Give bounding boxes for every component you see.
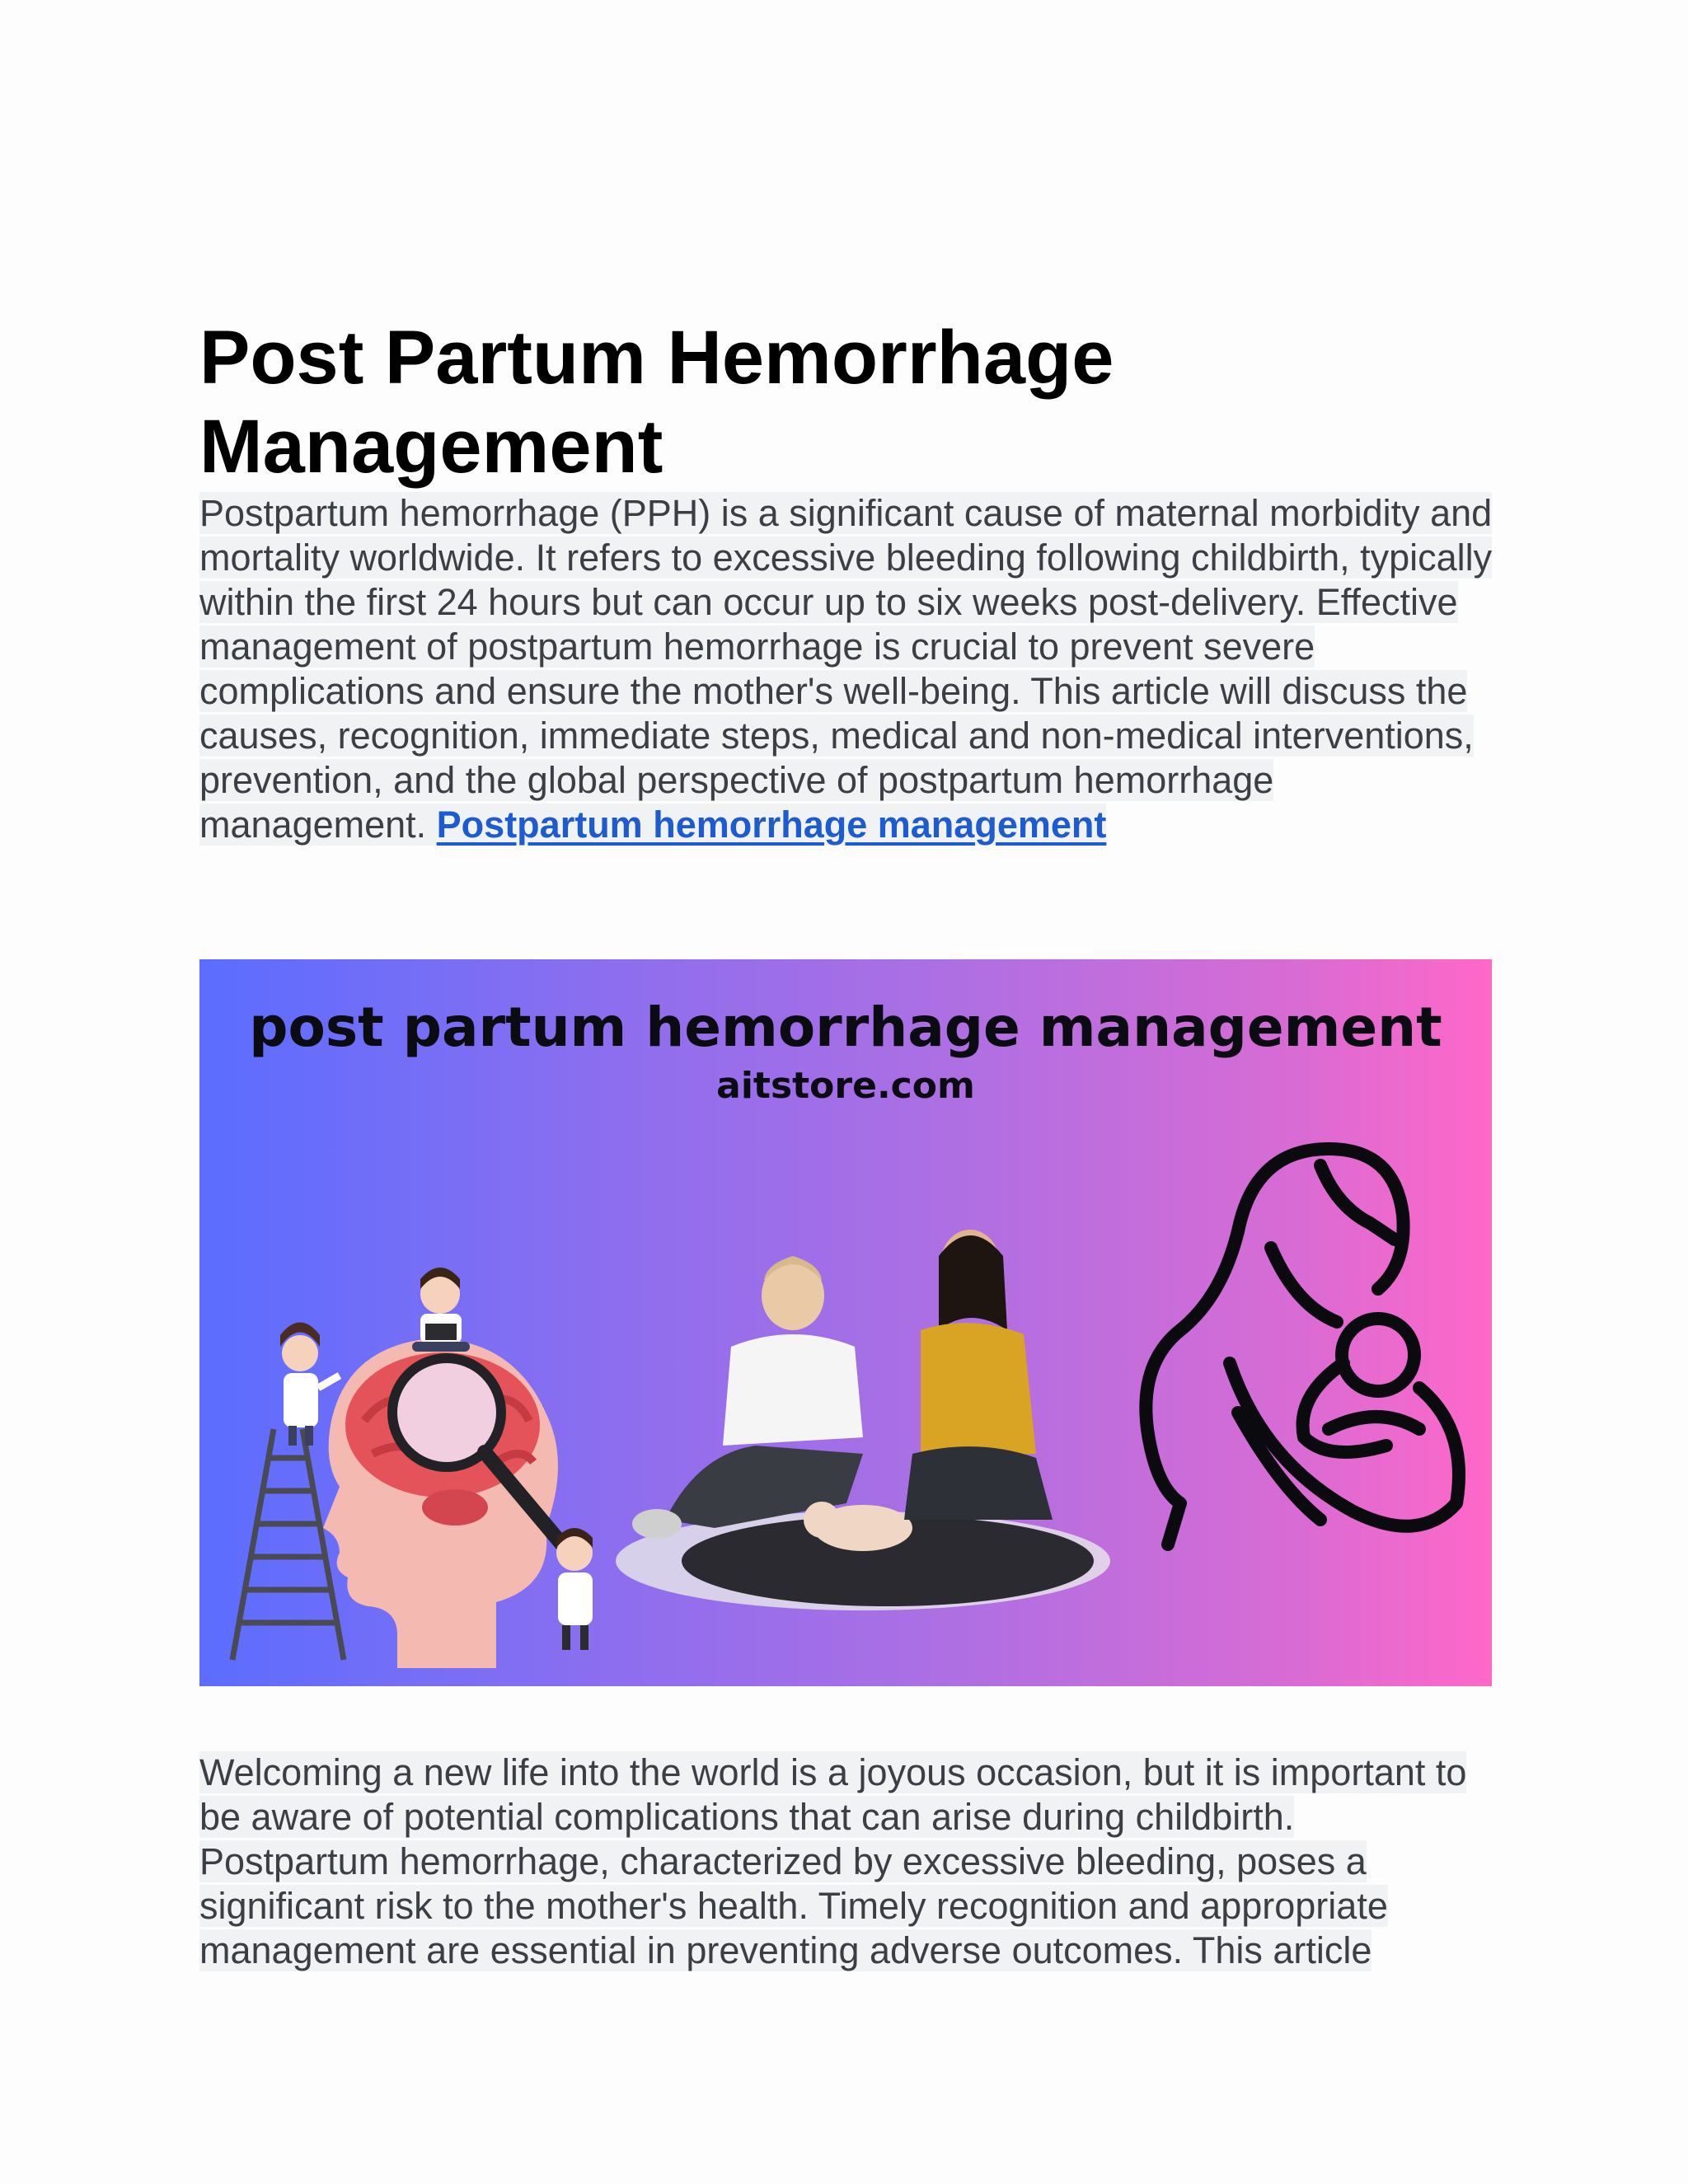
nurse-figure xyxy=(632,1256,863,1539)
brain-doctors-illustration xyxy=(224,1141,612,1668)
mother-child-line-icon xyxy=(1131,1116,1469,1577)
ladder-icon xyxy=(232,1429,344,1660)
doctor-man-icon xyxy=(556,1528,593,1650)
page-title: Post Partum Hemorrhage Management xyxy=(199,316,1114,489)
welcome-text: Welcoming a new life into the world is a joyous occasion, but it is important to be aware of potential complications that can arise during childbirth. Postpartum hemorrhage, characterized by excessive bleeding, poses a significant risk to the mother's health. Timely recognition and appropriate management are essential in preventing adverse outcomes. This article xyxy=(199,1751,1467,1971)
banner-subtitle: aitstore.com xyxy=(716,1065,975,1107)
welcome-paragraph xyxy=(199,1750,1493,1973)
intro-link[interactable]: Postpartum hemorrhage management xyxy=(436,804,1107,846)
mother-baby-photo-illustration xyxy=(616,1174,1143,1635)
mother-figure xyxy=(904,1230,1053,1520)
article xyxy=(199,313,1493,847)
intro-paragraph xyxy=(199,491,1493,847)
banner-image xyxy=(199,959,1492,1686)
doctor-laptop-icon xyxy=(412,1268,470,1352)
intro-text: Postpartum hemorrhage (PPH) is a significant cause of maternal morbidity and mortality worldwide. It refers to excessive bleeding following childbirth, typically within the first 24 hours but can occur up to six weeks post-delivery. Effective management of postpartum hemorrhage is crucial to prevent severe complications and ensure the mother's well-being. This article will discuss the causes, recognition, immediate steps, medical and non-medical interventions, prevention, and the global perspective of postpartum hemorrhage management. xyxy=(199,492,1493,846)
banner-title: post partum hemorrhage management xyxy=(249,996,1442,1059)
